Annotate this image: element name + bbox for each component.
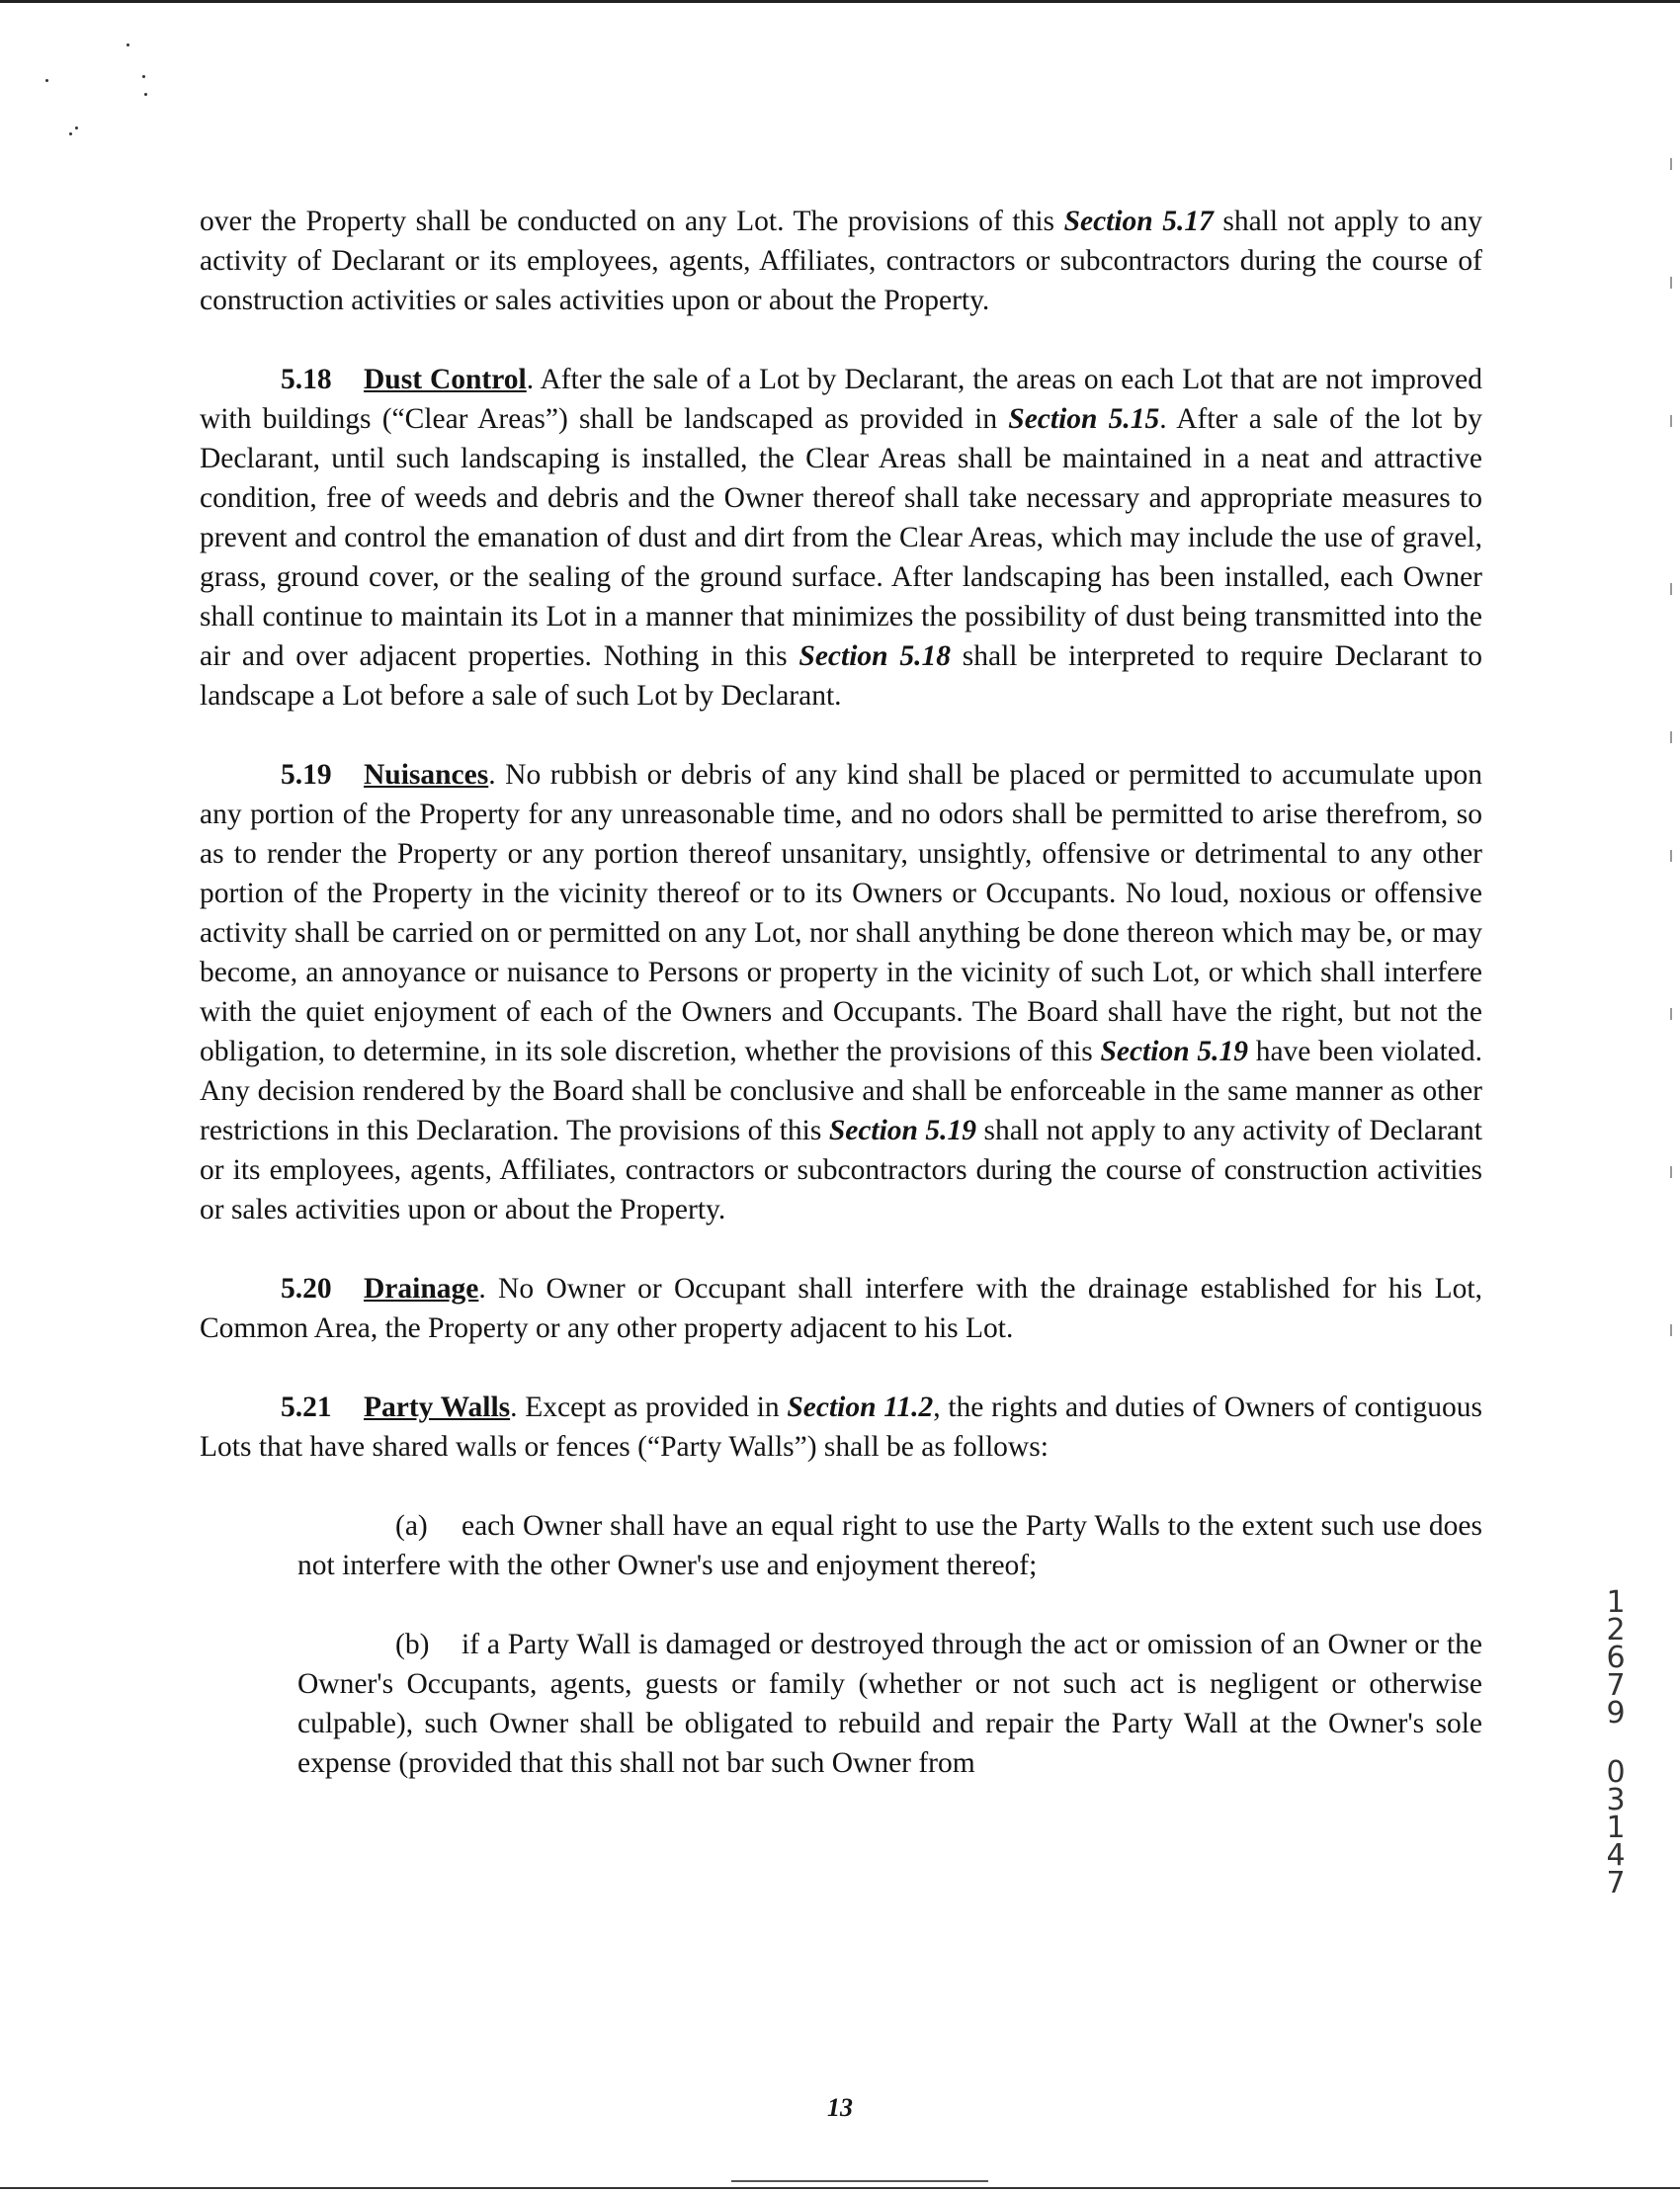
section-reference: Section 5.17 — [1063, 206, 1214, 237]
section-title: Party Walls — [364, 1392, 511, 1423]
recording-digit: 4 — [1606, 1838, 1626, 1873]
section-5-18: 5.18 Dust Control. After the sale of a Lot by Declarant, the areas on each Lot that are not improved with buildings (“Clear Areas”) shall be landscaped as provided in Section 5.15. After a sale of the lot by Declarant, until such landscaping is installed, the Clear Areas shall be maintained in a neat and attractive condition, free of weeds and debris and the Owner thereof shall take necessary and appropriate measures to prevent and control the emanation of dust and dirt from the Clear Areas, which may include the use of gravel, grass, ground cover, or the sealing of the ground surface. After landscaping has been installed, each Owner shall continue to maintain its Lot in a manner that minimizes the possibility of dust being transmitted into the air and over adjacent properties. Nothing in this Section 5.18 shall be interpreted to require Declarant to landscape a Lot before a sale of such Lot by Declarant. — [200, 360, 1482, 716]
section-number: 5.20 — [281, 1273, 332, 1305]
recording-digit: 7 — [1606, 1668, 1626, 1703]
document-body — [200, 202, 1482, 1822]
recording-digit: 9 — [1606, 1696, 1626, 1730]
top-edge-rule — [0, 0, 1680, 3]
page-number: 13 — [827, 2093, 853, 2122]
section-title: Dust Control — [364, 364, 527, 395]
section-5-20: 5.20 Drainage. No Owner or Occupant shall interfere with the drainage established for his Lot, Common Area, the Property or any other property adjacent to his Lot. — [200, 1269, 1482, 1348]
list-item-a: (a) each Owner shall have an equal right to use the Party Walls to the extent such use does not interfere with the other Owner's use and enjoyment thereof; — [297, 1506, 1482, 1585]
section-number: 5.19 — [281, 759, 332, 791]
section-reference: Section 5.18 — [798, 640, 951, 672]
section-number: 5.18 — [281, 364, 332, 395]
section-number: 5.21 — [281, 1392, 332, 1423]
section-5-19: 5.19 Nuisances. No rubbish or debris of any kind shall be placed or permitted to accumulate upon any portion of the Property for any unreasonable time, and no odors shall be permitted to arise therefrom, so as to render the Property or any portion thereof unsanitary, unsightly, offensive or detrimental to any other portion of the Property in the vicinity thereof or to its Owners or Occupants. No loud, noxious or offensive activity shall be carried on or permitted on any Lot, nor shall anything be done thereon which may be, or may become, an annoyance or nuisance to Persons or property in the vicinity of such Lot, or which shall interfere with the quiet enjoyment of each of the Owners and Occupants. The Board shall have the right, but not the obligation, to determine, in its sole discretion, whether the provisions of this Section 5.19 have been violated. Any decision rendered by the Board shall be conclusive and shall be enforceable in the same manner as other restrictions in this Declaration. The provisions of this Section 5.19 shall not apply to any activity of Declarant or its employees, agents, Affiliates, contractors or subcontractors during the course of construction activities or sales activities upon or about the Property. — [200, 755, 1482, 1229]
list-label: (b) — [395, 1629, 430, 1660]
bottom-scan-mark — [731, 2180, 988, 2182]
recording-digit: 7 — [1606, 1866, 1626, 1900]
section-title: Drainage — [364, 1273, 479, 1305]
recording-digit: 6 — [1606, 1641, 1626, 1675]
paragraph-intro: over the Property shall be conducted on any Lot. The provisions of this Section 5.17 shall not apply to any activity of Declarant or its employees, agents, Affiliates, contractors or subcontractors during the course of construction activities or sales activities upon or about the Property. — [200, 206, 1482, 316]
recording-digit: 0 — [1606, 1755, 1626, 1790]
list-label: (a) — [395, 1510, 428, 1542]
bottom-edge-rule — [0, 2187, 1680, 2189]
recording-digit: 3 — [1606, 1783, 1626, 1817]
section-5-21: 5.21 Party Walls. Except as provided in Section 11.2, the rights and duties of Owners of contiguous Lots that have shared walls or fences (“Party Walls”) shall be as follows: — [200, 1388, 1482, 1467]
recording-digit: 1 — [1606, 1585, 1626, 1620]
section-reference: Section 5.19 — [828, 1115, 977, 1146]
section-reference: Section 5.15 — [1008, 403, 1160, 435]
scan-specks — [40, 30, 178, 158]
section-reference: Section 5.19 — [1100, 1036, 1248, 1067]
recording-digit: 2 — [1606, 1613, 1626, 1647]
section-title: Nuisances — [364, 759, 489, 791]
scan-edge-marks — [1670, 158, 1673, 1443]
recording-number — [1603, 1585, 1629, 1900]
recording-digit: 1 — [1606, 1811, 1626, 1845]
list-item-b: (b) if a Party Wall is damaged or destroyed through the act or omission of an Owner or the Owner's Occupants, agents, guests or family (whether or not such act is negligent or otherwise culpable), such Owner shall be obligated to rebuild and repair the Party Wall at the Owner's sole expense (provided that this shall not bar such Owner from — [297, 1625, 1482, 1783]
section-reference: Section 11.2 — [787, 1392, 934, 1423]
